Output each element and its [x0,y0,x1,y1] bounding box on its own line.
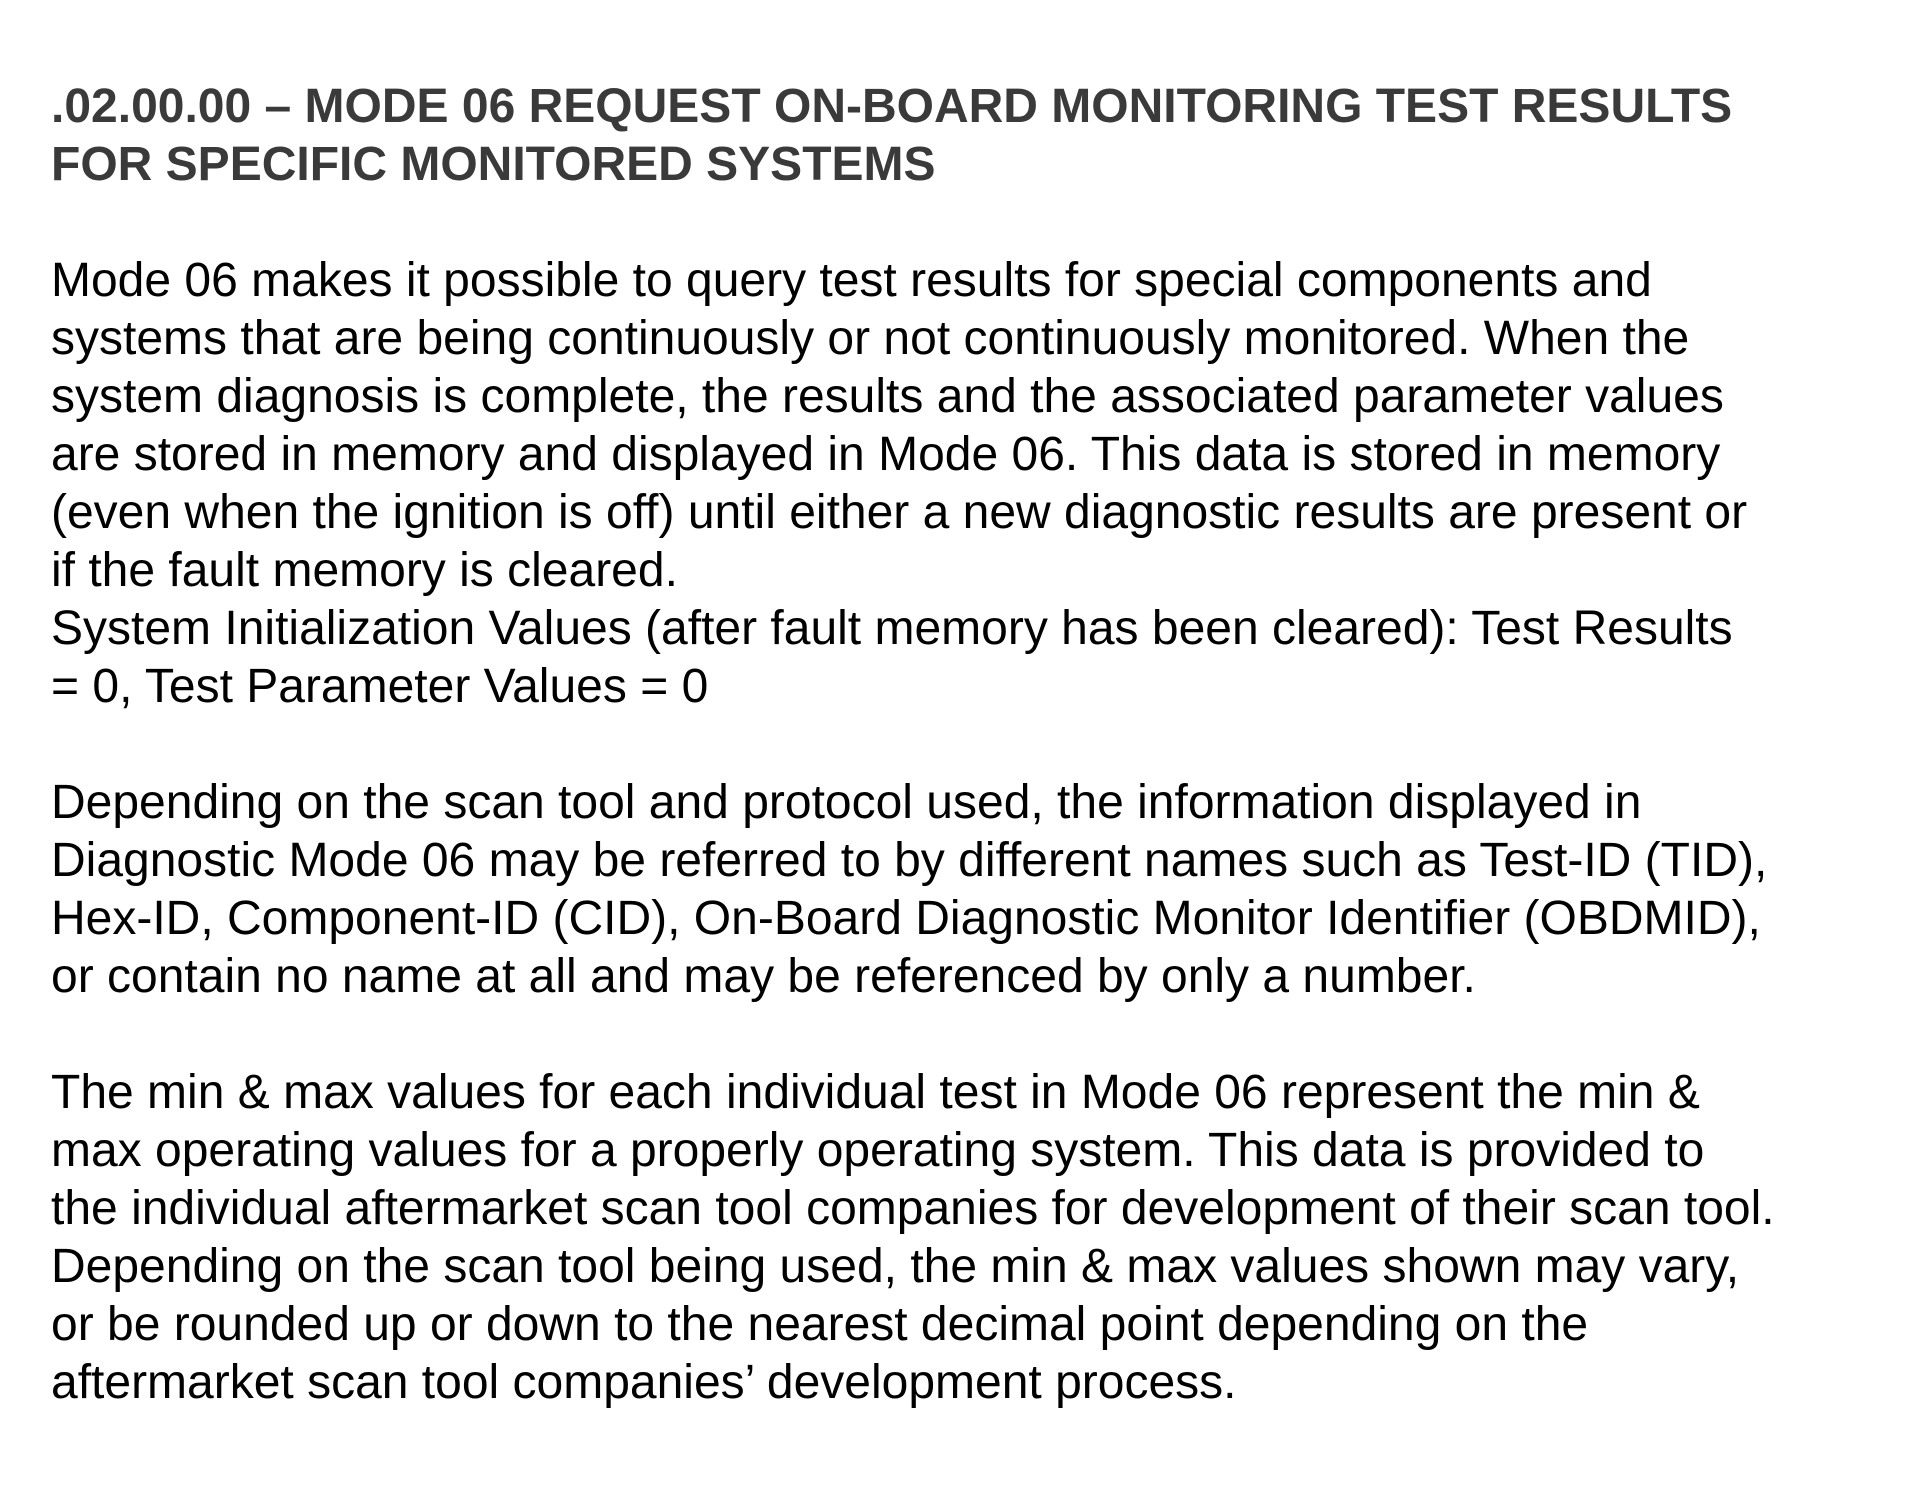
paragraph-naming [51,774,1881,1006]
paragraph-min-max-values [51,1064,1881,1412]
text-line: (even when the ignition is off) until either a new diagnostic results are present or [51,486,1748,539]
spacer [51,1006,1881,1064]
text-line: max operating values for a properly operating system. This data is provided to [51,1124,1705,1177]
document-body [51,78,1881,1412]
text-line: system diagnosis is complete, the results and the associated parameter values [51,370,1724,423]
paragraph-mode06-overview [51,252,1881,716]
spacer [51,716,1881,774]
text-line: System Initialization Values (after fault memory has been cleared): Test Results [51,602,1733,655]
text-line: The min & max values for each individual test in Mode 06 represent the min & [51,1066,1700,1119]
text-line: systems that are being continuously or not continuously monitored. When the [51,312,1690,365]
text-line: Hex-ID, Component-ID (CID), On-Board Diagnostic Monitor Identifier (OBDMID), [51,892,1761,945]
text-line: the individual aftermarket scan tool companies for development of their scan tool. [51,1182,1775,1235]
spacer [51,194,1881,252]
text-line: are stored in memory and displayed in Mode 06. This data is stored in memory [51,428,1721,481]
heading-line: .02.00.00 – MODE 06 REQUEST ON-BOARD MONITORING TEST RESULTS [51,80,1733,133]
text-line: or contain no name at all and may be referenced by only a number. [51,950,1476,1003]
text-line: if the fault memory is cleared. [51,544,678,597]
text-line: = 0, Test Parameter Values = 0 [51,660,709,713]
text-line: Depending on the scan tool and protocol used, the information displayed in [51,776,1642,829]
heading-line: FOR SPECIFIC MONITORED SYSTEMS [51,138,936,191]
text-line: or be rounded up or down to the nearest decimal point depending on the [51,1298,1589,1351]
section-heading [51,78,1881,194]
text-line: aftermarket scan tool companies’ development process. [51,1356,1237,1409]
text-line: Diagnostic Mode 06 may be referred to by different names such as Test-ID (TID), [51,834,1768,887]
text-line: Depending on the scan tool being used, the min & max values shown may vary, [51,1240,1740,1293]
text-line: Mode 06 makes it possible to query test results for special components and [51,254,1652,307]
